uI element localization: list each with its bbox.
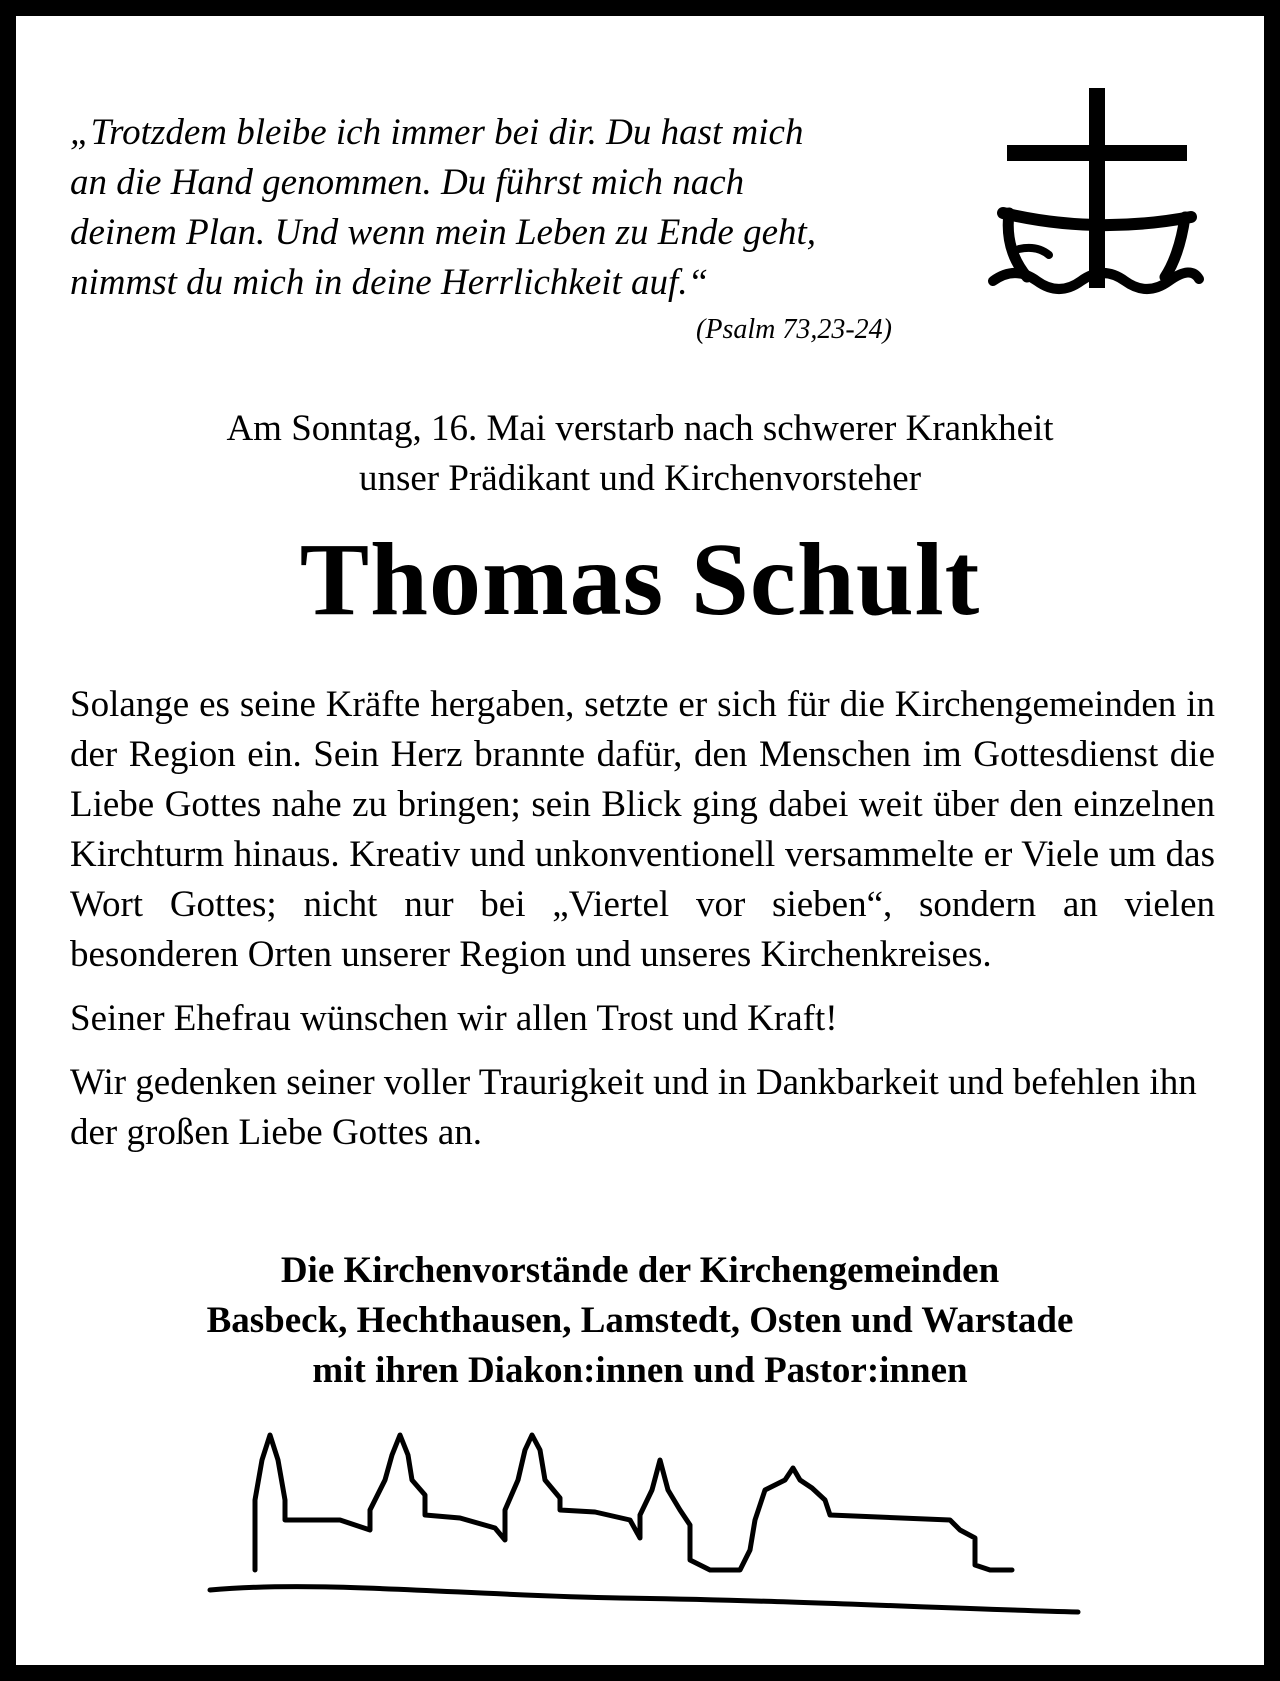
death-announcement xyxy=(90,404,1190,504)
tribute-text xyxy=(70,680,1215,1158)
quote-line: nimmst du mich in deine Herrlichkeit auf.“ xyxy=(70,262,709,303)
quote-line: „Trotzdem bleibe ich immer bei dir. Du hast mich xyxy=(70,112,804,153)
tribute-paragraph: Solange es seine Kräfte hergaben, setzte er sich für die Kirchengemeinden in der Region ein. Sein Herz brannte dafür, den Menschen im Gottesdienst die Liebe Gottes nahe zu bringen; sein Blick ging dabei weit über den einzelnen Kirchturm hinaus. Kreativ und unkonventionell versammelte er Viele um das Wort Gottes; nicht nur bei „Viertel vor sieben“, sondern an vielen besonderen Orten unserer Region und unseres Kirchenkreises. xyxy=(70,684,1215,975)
remembrance-paragraph: Wir gedenken seiner voller Traurigkeit und in Dankbarkeit und befehlen ihn der großen Liebe Gottes an. xyxy=(70,1062,1197,1153)
announcement-line: Am Sonntag, 16. Mai verstarb nach schwerer Krankheit xyxy=(226,408,1054,449)
signature-line: Basbeck, Hechthausen, Lamstedt, Osten und Warstade xyxy=(206,1300,1074,1341)
signature-line: Die Kirchenvorstände der Kirchengemeinden xyxy=(280,1250,1000,1291)
condolence-paragraph: Seiner Ehefrau wünschen wir allen Trost und Kraft! xyxy=(70,998,838,1039)
deceased-name: Thomas Schult xyxy=(299,522,981,637)
signature-line: mit ihren Diakon:innen und Pastor:innen xyxy=(312,1350,968,1391)
quote-line: deinem Plan. Und wenn mein Leben zu Ende geht, xyxy=(70,212,817,253)
announcement-line: unser Prädikant und Kirchenvorsteher xyxy=(358,458,922,499)
quote-line: an die Hand genommen. Du führst mich nach xyxy=(70,162,745,203)
psalm-reference: (Psalm 73,23-24) xyxy=(696,314,892,345)
church-skyline-icon xyxy=(200,1420,1090,1620)
cross-on-ship-icon xyxy=(985,85,1205,310)
signature-block xyxy=(90,1246,1190,1396)
psalm-quote xyxy=(70,108,950,308)
